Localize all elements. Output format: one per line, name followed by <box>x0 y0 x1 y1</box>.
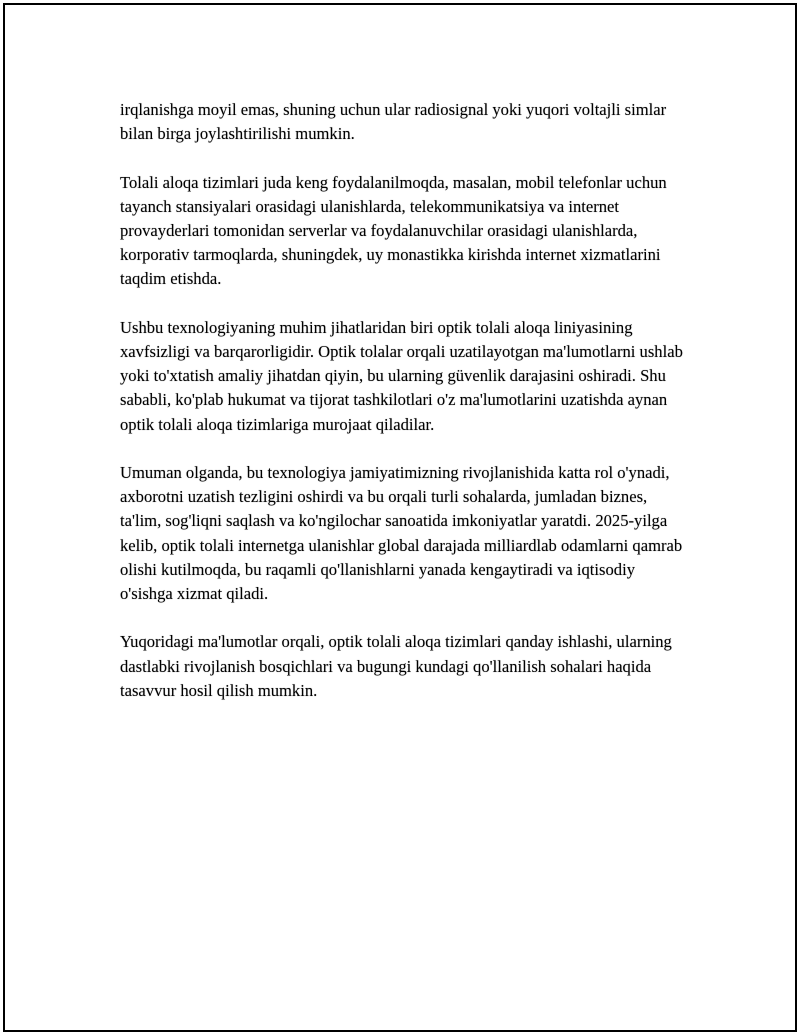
paragraph-1: irqlanishga moyil emas, shuning uchun ular radiosignal yoki yuqori voltajli simlar bilan birga joylashtirilishi mumkin. <box>120 100 667 144</box>
paragraph-5: Yuqoridagi ma'lumotlar orqali, optik tolali aloqa tizimlari qanday ishlashi, ularning dastlabki rivojlanish bosqichlari va bugungi kundagi qo'llanilish sohalari haqida tasavvur hosil qilish mumkin. <box>120 632 672 700</box>
document-body <box>120 98 690 727</box>
paragraph-2: Tolali aloqa tizimlari juda keng foydalanilmoqda, masalan, mobil telefonlar uchun tayanch stansiyalari orasidagi ulanishlarda, telekommunikatsiya va internet provayderlari tomonidan serverlar va foydalanuvchilar orasidagi ulanishlarda, korporativ tarmoqlarda, shuningdek, uy monastikka kirishda internet xizmatlarini taqdim etishda. <box>120 172 667 289</box>
document-page <box>3 3 797 1032</box>
paragraph-4: Umuman olganda, bu texnologiya jamiyatimizning rivojlanishida katta rol o'ynadi, axborotni uzatish tezligini oshirdi va bu orqali turli sohalarda, jumladan biznes, ta'lim, sog'liqni saqlash va ko'ngilochar sanoatida imkoniyatlar yaratdi. 2025-yilga kelib, optik tolali internetga ulanishlar global darajada milliardlab odamlarni qamrab olishi kutilmoqda, bu raqamli qo'llanishlarni yanada kengaytiradi va iqtisodiy o'sishga xizmat qiladi. <box>120 463 683 604</box>
paragraph-3: Ushbu texnologiyaning muhim jihatlaridan biri optik tolali aloqa liniyasining xavfsizligi va barqarorligidir. Optik tolalar orqali uzatilayotgan ma'lumotlarni ushlab yoki to'xtatish amaliy jihatdan qiyin, bu ularning güvenlik darajasini oshiradi. Shu sababli, ko'plab hukumat va tijorat tashkilotlari o'z ma'lumotlarini uzatishda aynan optik tolali aloqa tizimlariga murojaat qiladilar. <box>120 317 683 434</box>
